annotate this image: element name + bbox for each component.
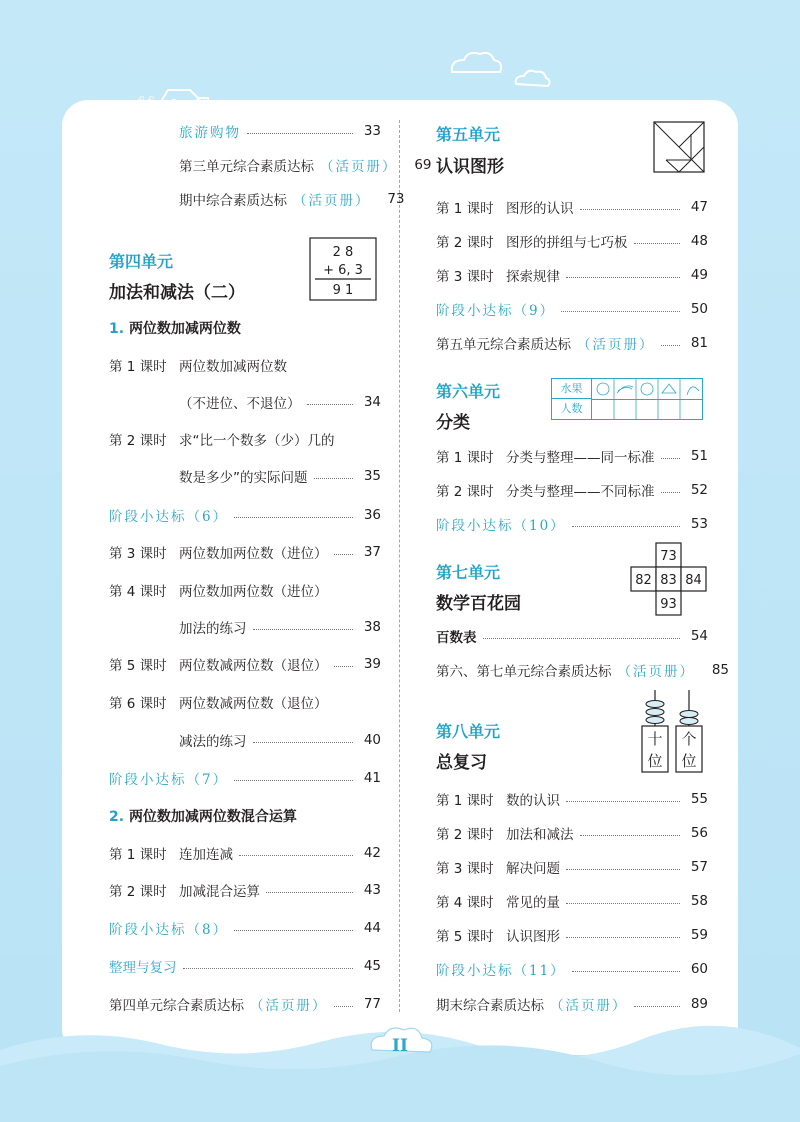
entry-title: 解决问题 xyxy=(506,861,560,877)
entry-title: 两位数减两位数（退位） xyxy=(179,696,328,712)
toc-entry[interactable] xyxy=(109,428,381,450)
svg-text:十: 十 xyxy=(647,730,663,748)
toc-entry[interactable] xyxy=(436,332,708,354)
leader-dots xyxy=(247,133,353,134)
unit7-label: 第七单元 xyxy=(436,563,501,582)
toc-entry[interactable] xyxy=(109,579,381,601)
svg-text:个: 个 xyxy=(681,730,697,748)
entry-title: 第六、第七单元综合素质达标 xyxy=(436,664,612,680)
toc-entry[interactable] xyxy=(109,955,381,977)
entry-title: 分类与整理——不同标准 xyxy=(506,484,655,500)
leader-dots xyxy=(634,1006,681,1007)
toc-entry[interactable] xyxy=(109,842,381,864)
lesson-number: 第 1 课时 xyxy=(436,450,494,466)
workbook-tag: （活页册） xyxy=(577,337,655,353)
toc-entry[interactable] xyxy=(109,729,381,751)
entry-title: 阶段小达标（6） xyxy=(109,509,229,525)
leader-dots xyxy=(566,937,680,938)
toc-entry[interactable] xyxy=(436,264,708,286)
leader-dots xyxy=(334,666,354,667)
toc-entry[interactable] xyxy=(109,993,381,1015)
lesson-number: 第 2 课时 xyxy=(109,884,167,900)
unit6-title: 分类 xyxy=(436,413,470,433)
leader-dots xyxy=(234,930,353,931)
unit8-title: 总复习 xyxy=(436,753,487,773)
entry-title: 加法和减法 xyxy=(506,827,574,843)
svg-text:位: 位 xyxy=(647,752,663,770)
leader-dots xyxy=(661,492,681,493)
lesson-number: 第 4 课时 xyxy=(109,584,167,600)
section1-title xyxy=(109,318,241,338)
toc-entry[interactable] xyxy=(109,188,405,210)
leader-dots xyxy=(483,638,681,639)
entry-title: 两位数减两位数（退位） xyxy=(179,658,328,674)
leader-dots xyxy=(661,345,681,346)
entry-title: 加减混合运算 xyxy=(179,884,260,900)
toc-entry[interactable] xyxy=(109,691,381,713)
leader-dots xyxy=(234,780,353,781)
fruit-table xyxy=(551,378,703,420)
lesson-number: 第 4 课时 xyxy=(436,895,494,911)
page-ref: 48 xyxy=(690,233,708,249)
toc-entry[interactable] xyxy=(436,993,708,1015)
svg-text:73: 73 xyxy=(660,549,677,564)
page-ref: 39 xyxy=(363,656,381,672)
toc-entry[interactable] xyxy=(436,856,708,878)
entry-title: 数是多少”的实际问题 xyxy=(179,470,308,486)
hundred-chart-grid xyxy=(630,542,708,618)
section2-title xyxy=(109,806,297,826)
toc-entry[interactable] xyxy=(436,513,708,535)
toc-entry[interactable] xyxy=(109,154,432,176)
svg-text:83: 83 xyxy=(660,573,677,588)
page-ref: 73 xyxy=(387,191,405,207)
entry-title: 连加连减 xyxy=(179,847,233,863)
leader-dots xyxy=(334,554,354,555)
entry-title: 减法的练习 xyxy=(179,734,247,750)
page-ref: 38 xyxy=(363,619,381,635)
unit8-label: 第八单元 xyxy=(436,722,501,741)
page-ref: 45 xyxy=(363,958,381,974)
toc-entry[interactable] xyxy=(436,924,708,946)
unit5-title: 认识图形 xyxy=(436,157,504,177)
entry-title: 加法的练习 xyxy=(179,621,247,637)
page-ref: 35 xyxy=(363,468,381,484)
leader-dots xyxy=(634,243,681,244)
unit6-label: 第六单元 xyxy=(436,382,501,401)
toc-entry[interactable] xyxy=(436,479,708,501)
entry-title: 阶段小达标（9） xyxy=(436,303,556,319)
toc-entry[interactable] xyxy=(436,822,708,844)
toc-entry[interactable] xyxy=(109,879,381,901)
column-divider xyxy=(399,120,400,1012)
addition-illustration xyxy=(309,237,377,301)
leader-dots xyxy=(334,1006,354,1007)
tangram-illustration xyxy=(653,121,705,173)
leader-dots xyxy=(566,903,680,904)
toc-entry[interactable] xyxy=(109,504,381,526)
page-ref: 49 xyxy=(690,267,708,283)
workbook-tag: （活页册） xyxy=(550,998,628,1014)
svg-text:位: 位 xyxy=(681,752,697,770)
toc-entry[interactable] xyxy=(109,653,381,675)
toc-entry[interactable] xyxy=(109,391,381,413)
page-ref: 85 xyxy=(711,662,729,678)
toc-entry[interactable] xyxy=(109,354,381,376)
entry-title: 探索规律 xyxy=(506,269,560,285)
page-ref: 81 xyxy=(690,335,708,351)
page-ref: 44 xyxy=(363,920,381,936)
lesson-number: 第 6 课时 xyxy=(109,696,167,712)
workbook-tag: （活页册） xyxy=(320,159,398,175)
toc-entry[interactable] xyxy=(109,465,381,487)
leader-dots xyxy=(183,968,354,969)
toc-entry[interactable] xyxy=(109,917,381,939)
page-ref: 52 xyxy=(690,482,708,498)
toc-entry[interactable] xyxy=(109,767,381,789)
page-number: II xyxy=(392,1036,408,1056)
toc-entry[interactable] xyxy=(436,625,708,647)
leader-dots xyxy=(580,209,681,210)
workbook-tag: （活页册） xyxy=(250,998,328,1014)
fruit-icons xyxy=(592,379,704,419)
page-ref: 60 xyxy=(690,961,708,977)
entry-title: 图形的认识 xyxy=(506,201,574,217)
toc-entry[interactable] xyxy=(436,445,708,467)
page-ref: 59 xyxy=(690,927,708,943)
entry-title: 认识图形 xyxy=(506,929,560,945)
page-ref: 37 xyxy=(363,544,381,560)
entry-title: 图形的拼组与七巧板 xyxy=(506,235,628,251)
page-ref: 54 xyxy=(690,628,708,644)
lesson-number: 第 2 课时 xyxy=(436,484,494,500)
page-ref: 50 xyxy=(690,301,708,317)
page-ref: 69 xyxy=(414,157,432,173)
entry-title: （不进位、不退位） xyxy=(179,396,301,412)
lesson-number: 第 5 课时 xyxy=(109,658,167,674)
leader-dots xyxy=(314,478,354,479)
toc-entry[interactable] xyxy=(436,230,708,252)
unit4-title: 加法和减法（二） xyxy=(109,283,245,303)
page-ref: 40 xyxy=(363,732,381,748)
page-ref: 43 xyxy=(363,882,381,898)
toc-entry[interactable] xyxy=(436,788,708,810)
entry-title: 百数表 xyxy=(436,630,477,646)
toc-entry[interactable] xyxy=(109,541,381,563)
fruit-row-label: 水果 xyxy=(552,379,592,399)
leader-dots xyxy=(239,855,353,856)
leader-dots xyxy=(561,311,680,312)
workbook-tag: （活页册） xyxy=(617,664,695,680)
entry-title: 分类与整理——同一标准 xyxy=(506,450,655,466)
toc-entry[interactable] xyxy=(436,196,708,218)
entry-title: 阶段小达标（7） xyxy=(109,772,229,788)
leader-dots xyxy=(566,277,680,278)
lesson-number: 第 5 课时 xyxy=(436,929,494,945)
lesson-number: 第 1 课时 xyxy=(436,201,494,217)
workbook-tag: （活页册） xyxy=(293,193,371,209)
page-ref: 58 xyxy=(690,893,708,909)
abacus-illustration xyxy=(638,688,708,774)
count-row-label: 人数 xyxy=(552,399,592,419)
page-ref: 42 xyxy=(363,845,381,861)
page-ref: 41 xyxy=(363,770,381,786)
entry-title: 常见的量 xyxy=(506,895,560,911)
entry-title: 整理与复习 xyxy=(109,960,177,976)
svg-text:+ 6, 3: + 6, 3 xyxy=(323,263,363,278)
page-ref: 77 xyxy=(363,996,381,1012)
entry-title: 期中综合素质达标 xyxy=(179,193,287,209)
lesson-number: 第 2 课时 xyxy=(436,827,494,843)
entry-title: 数的认识 xyxy=(506,793,560,809)
toc-entry[interactable] xyxy=(109,120,381,142)
page-ref: 56 xyxy=(690,825,708,841)
unit4-label: 第四单元 xyxy=(109,252,174,271)
entry-title: 旅游购物 xyxy=(179,125,241,141)
page-ref: 34 xyxy=(363,394,381,410)
lesson-number: 第 1 课时 xyxy=(436,793,494,809)
leader-dots xyxy=(234,517,353,518)
entry-title: 阶段小达标（11） xyxy=(436,963,566,979)
entry-title: 期末综合素质达标 xyxy=(436,998,544,1014)
leader-dots xyxy=(253,742,354,743)
entry-title: 阶段小达标（10） xyxy=(436,518,566,534)
svg-text:93: 93 xyxy=(660,597,677,612)
page-ref: 89 xyxy=(690,996,708,1012)
entry-title: 第五单元综合素质达标 xyxy=(436,337,571,353)
lesson-number: 第 2 课时 xyxy=(436,235,494,251)
page-ref: 55 xyxy=(690,791,708,807)
toc-entry[interactable] xyxy=(109,616,381,638)
page-ref: 53 xyxy=(690,516,708,532)
leader-dots xyxy=(253,629,354,630)
entry-title: 第四单元综合素质达标 xyxy=(109,998,244,1014)
section2-text: 两位数加减两位数混合运算 xyxy=(128,809,297,825)
svg-text:2 8: 2 8 xyxy=(332,245,354,260)
section1-num: 1. xyxy=(109,321,125,337)
unit5-label: 第五单元 xyxy=(436,125,501,144)
section1-text: 两位数加减两位数 xyxy=(128,321,241,337)
page-ref: 57 xyxy=(690,859,708,875)
lesson-number: 第 1 课时 xyxy=(109,359,167,375)
svg-text:84: 84 xyxy=(685,573,702,588)
leader-dots xyxy=(580,835,681,836)
decorative-clouds xyxy=(0,0,800,110)
unit7-title: 数学百花园 xyxy=(436,594,521,614)
entry-title: 阶段小达标（8） xyxy=(109,922,229,938)
lesson-number: 第 3 课时 xyxy=(436,269,494,285)
leader-dots xyxy=(566,869,680,870)
page-ref: 51 xyxy=(690,448,708,464)
lesson-number: 第 2 课时 xyxy=(109,433,167,449)
svg-text:9 1: 9 1 xyxy=(332,283,354,298)
lesson-number: 第 3 课时 xyxy=(109,546,167,562)
entry-title: 两位数加两位数（进位） xyxy=(179,584,328,600)
page-ref: 33 xyxy=(363,123,381,139)
entry-title: 第三单元综合素质达标 xyxy=(179,159,314,175)
leader-dots xyxy=(572,971,680,972)
toc-entry[interactable] xyxy=(436,298,708,320)
svg-text:82: 82 xyxy=(635,573,652,588)
toc-entry[interactable] xyxy=(436,958,708,980)
leader-dots xyxy=(266,892,353,893)
entry-title: 两位数加两位数（进位） xyxy=(179,546,328,562)
page-ref: 36 xyxy=(363,507,381,523)
entry-title: 求“比一个数多（少）几的 xyxy=(179,433,335,449)
entry-title: 两位数加减两位数 xyxy=(179,359,287,375)
leader-dots xyxy=(572,526,680,527)
leader-dots xyxy=(307,404,354,405)
leader-dots xyxy=(566,801,680,802)
page-ref: 47 xyxy=(690,199,708,215)
leader-dots xyxy=(661,458,681,459)
lesson-number: 第 3 课时 xyxy=(436,861,494,877)
toc-entry[interactable] xyxy=(436,659,729,681)
section2-num: 2. xyxy=(109,809,125,825)
toc-entry[interactable] xyxy=(436,890,708,912)
lesson-number: 第 1 课时 xyxy=(109,847,167,863)
